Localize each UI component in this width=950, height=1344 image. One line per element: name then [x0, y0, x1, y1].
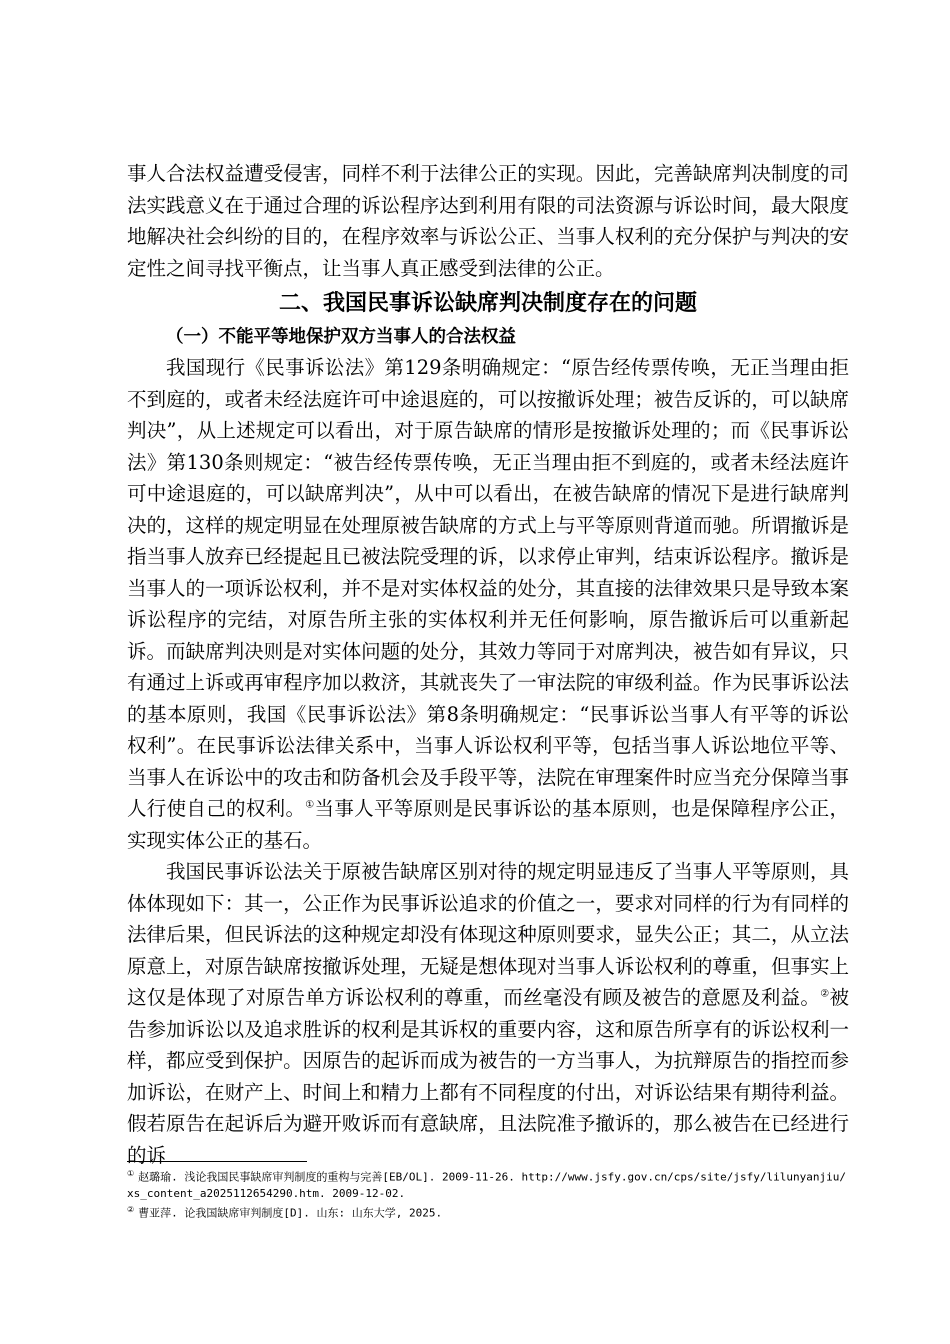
paragraph-1 [127, 352, 849, 856]
footnote-2-text: 曹亚萍. 论我国缺席审判制度[D]. 山东: 山东大学, 2025. [138, 1206, 443, 1220]
footnote-ref-2[interactable]: ② [820, 988, 830, 1000]
paragraph-2-part-1: 我国民事诉讼法关于原被告缺席区别对待的规定明显违反了当事人平等原则，具体体现如下：其一，公正作为民事诉讼追求的价值之一，要求对同样的行为有同样的法律后果，但民诉法的这种规定却没有体现这种原则要求，显失公正；其二，从立法原意上，对原告缺席按撤诉处理，无疑是想体现对当事人诉讼权利的尊重，但事实上这仅是体现了对原告单方诉讼权利的尊重，而丝毫没有顾及被告的意愿及利益。 [127, 860, 849, 1009]
section-heading: 二、我国民事诉讼缺席判决制度存在的问题 [278, 291, 697, 316]
footnote-1-text: 赵璐瑜. 浅论我国民事缺席审判制度的重构与完善[EB/OL]. 2009-11-26. http://www.jsfy.gov.cn/cps/site/jsfy/lilunyanjiu/xs_content_a2025112654290.htm. 2009-12-02. [127, 1170, 846, 1200]
subsection-heading: （一）不能平等地保护双方当事人的合法权益 [166, 327, 516, 347]
footnotes [127, 1161, 849, 1221]
document-body [127, 158, 849, 1171]
paragraph-1-part-1: 我国现行《民事诉讼法》第129条明确规定：“原告经传票传唤，无正当理由拒不到庭的，或者未经法庭许可中途退庭的，可以按撤诉处理；被告反诉的，可以缺席判决”，从上述规定可以看出，对于原告缺席的情形是按撤诉处理的；而《民事诉讼法》第130条则规定：“被告经传票传唤，无正当理由拒不到庭的，或者未经法庭许可中途退庭的，可以缺席判决”，从中可以看出，在被告缺席的情况下是进行缺席判决的，这样的规定明显在处理原被告缺席的方式上与平等原则背道而驰。所谓撤诉是指当事人放弃已经提起且已被法院受理的诉，以求停止审判，结束诉讼程序。撤诉是当事人的一项诉讼权利，并不是对实体权益的处分，其直接的法律效果只是导致本案诉讼程序的完结，对原告所主张的实体权利并无任何影响，原告撤诉后可以重新起诉。而缺席判决则是对实体问题的处分，其效力等同于对席判决，被告如有异议，只有通过上诉或再审程序加以救济，其就丧失了一审法院的审级利益。作为民事诉讼法的基本原则，我国《民事诉讼法》第8条明确规定：“民事诉讼当事人有平等的诉讼权利”。在民事诉讼法律关系中，当事人诉讼权利平等，包括当事人诉讼地位平等、当事人在诉讼中的攻击和防备机会及手段平等，法院在审理案件时应当充分保障当事人行使自己的权利。 [127, 356, 849, 820]
footnote-2 [127, 1202, 849, 1222]
paragraph-2-part-2: 被告参加诉讼以及追求胜诉的权利是其诉权的重要内容，这和原告所享有的诉讼权利一样，都应受到保护。因原告的起诉而成为被告的一方当事人，为抗辩原告的指控而参加诉讼，在财产上、时间上和精力上都有不同程度的付出，对诉讼结果有期待利益。假若原告在起诉后为避开败诉而有意缺席，且法院准予撤诉的，那么被告在已经进行的诉 [127, 986, 849, 1167]
intro-paragraph: 事人合法权益遭受侵害，同样不利于法律公正的实现。因此，完善缺席判决制度的司法实践意义在于通过合理的诉讼程序达到利用有限的司法资源与诉讼时间，最大限度地解决社会纠纷的目的，在程序效率与诉讼公正、当事人权利的充分保护与判决的安定性之间寻找平衡点，让当事人真正感受到法律的公正。 [127, 162, 849, 280]
footnote-1-mark: ① [127, 1169, 135, 1178]
footnote-1 [127, 1166, 849, 1202]
paragraph-2 [127, 856, 849, 1171]
footnote-divider [127, 1161, 307, 1162]
footnote-ref-1[interactable]: ① [305, 799, 315, 811]
paragraph-1-part-2: 当事人平等原则是民事诉讼的基本原则，也是保障程序公正，实现实体公正的基石。 [127, 797, 849, 852]
footnote-2-mark: ② [127, 1204, 135, 1214]
